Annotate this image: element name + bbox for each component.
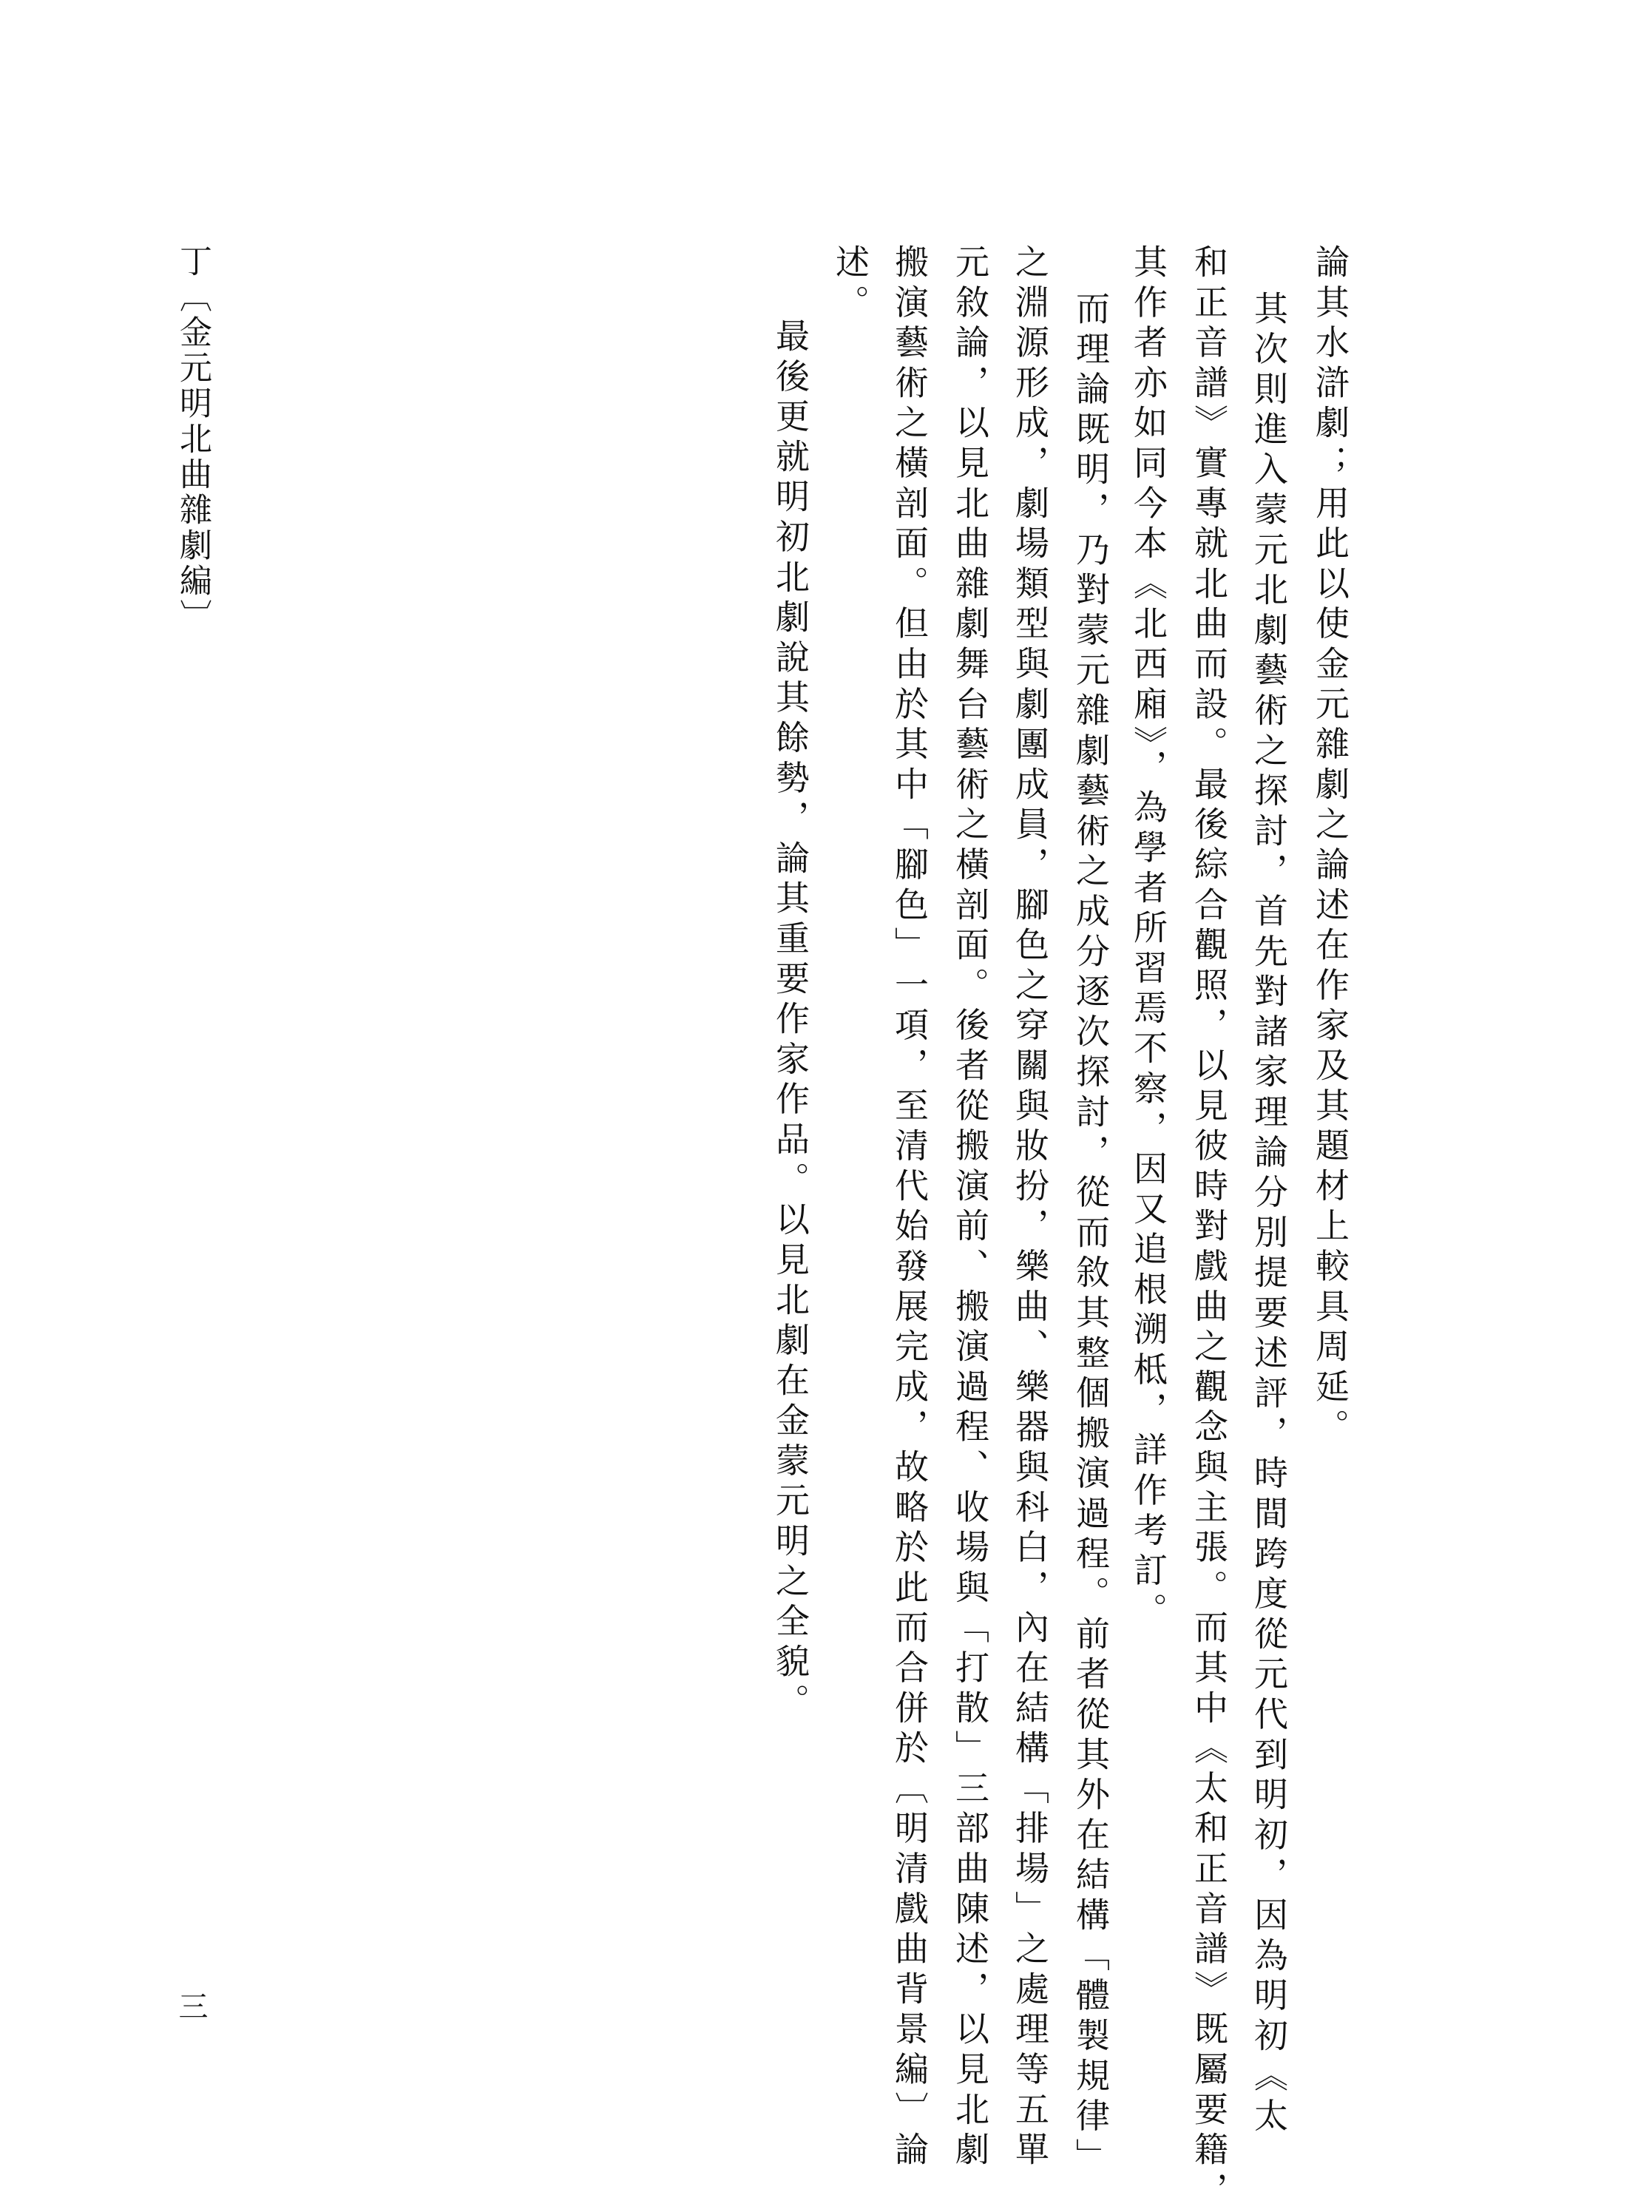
text-column-9: 述。 [830,244,870,325]
text-column-2: 其次則進入蒙元北劇藝術之探討，首先對諸家理論分別提要述評，時間跨度從元代到明初，因為明初《太 [1249,291,1289,2138]
text-column-3: 和正音譜》實專就北曲而設。最後綜合觀照，以見彼時對戲曲之觀念與主張。而其中《太和正音譜》既屬要籍， [1189,244,1229,2212]
text-column-5: 而理論既明，乃對蒙元雜劇藝術之成分逐次探討，從而敘其整個搬演過程。前者從其外在結構「體製規律」 [1071,291,1111,2179]
text-column-10: 最後更就明初北劇說其餘勢，論其重要作家作品。以見北劇在金蒙元明之全貌。 [771,318,810,1724]
text-column-4: 其作者亦如同今本《北西廂》，為學者所習焉不察，因又追根溯柢，詳作考訂。 [1128,244,1168,1633]
text-column-7: 元敘論，以見北曲雜劇舞台藝術之橫剖面。後者從搬演前、搬演過程、收場與「打散」三部曲陳述，以見北劇 [950,244,990,2172]
text-column-8: 搬演藝術之橫剖面。但由於其中「腳色」一項，至清代始發展完成，故略於此而合併於〔明清戲曲背景編〕論 [890,244,930,2172]
text-column-6: 之淵源形成，劇場類型與劇團成員，腳色之穿關與妝扮，樂曲、樂器與科白，內在結構「排場」之處理等五單 [1010,244,1050,2172]
text-column-1: 論其水滸劇；用此以使金元雜劇之論述在作家及其題材上較具周延。 [1310,244,1350,1449]
page-number: 三 [174,1991,208,2020]
running-head: 丁〔金元明北曲雜劇編〕 [174,244,211,635]
